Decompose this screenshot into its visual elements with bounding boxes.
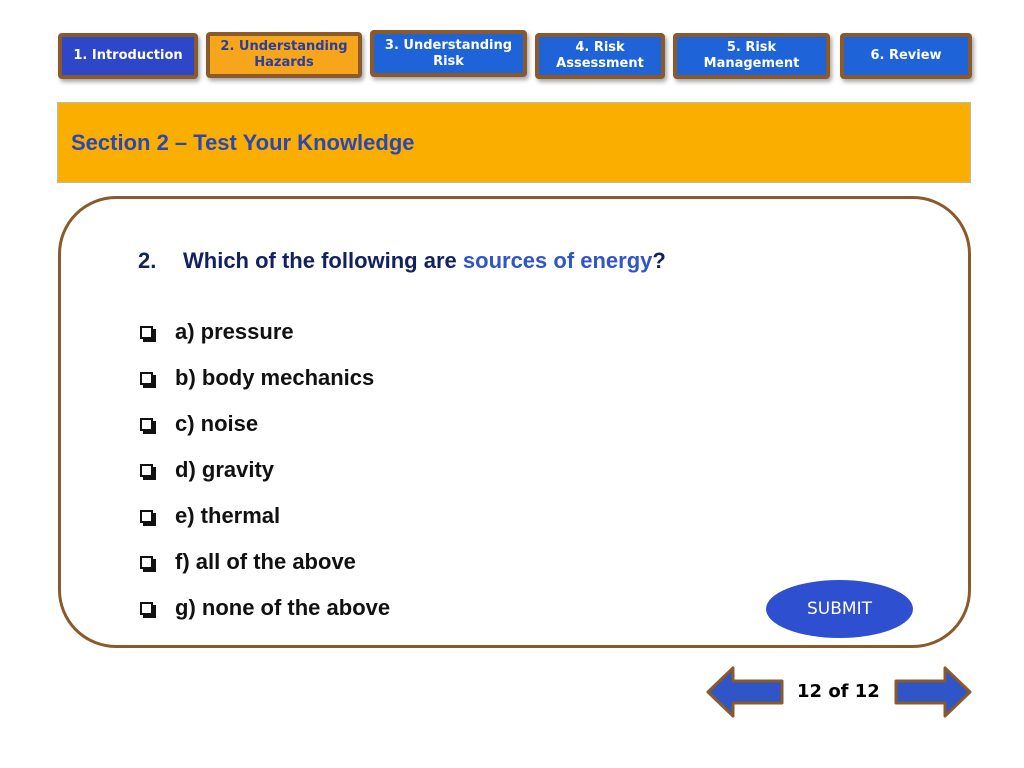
section-header-bar	[57, 102, 971, 183]
tab-label: 4. Risk Assessment	[556, 40, 644, 71]
tab-label: 2. Understanding Hazards	[220, 39, 348, 70]
submit-button[interactable]: SUBMIT	[766, 580, 913, 638]
answer-option-c[interactable]	[140, 410, 258, 438]
question-number: 2.	[138, 248, 157, 273]
tab-review[interactable]	[840, 33, 972, 79]
tab-understanding-risk[interactable]	[370, 30, 527, 77]
tab-label: 1. Introduction	[73, 48, 183, 63]
answer-option-d[interactable]	[140, 456, 274, 484]
checkbox-icon[interactable]	[140, 602, 153, 615]
previous-arrow-icon[interactable]	[706, 666, 784, 718]
answer-option-f[interactable]	[140, 548, 356, 576]
tab-label: 6. Review	[870, 48, 942, 63]
checkbox-icon[interactable]	[140, 372, 153, 385]
option-label: g) none of the above	[175, 595, 391, 620]
tab-risk-management[interactable]	[673, 33, 830, 79]
tab-introduction[interactable]	[58, 33, 198, 79]
question-text	[138, 248, 666, 274]
question-text-end: ?	[652, 248, 666, 273]
option-label: c) noise	[175, 411, 259, 436]
answer-option-g[interactable]	[140, 594, 390, 622]
page-title: Section 2 – Test Your Knowledge	[71, 130, 415, 155]
question-highlight: sources of energy	[462, 248, 653, 273]
checkbox-icon[interactable]	[140, 326, 153, 339]
tab-understanding-hazards[interactable]	[206, 32, 362, 78]
answer-option-a[interactable]	[140, 318, 294, 346]
checkbox-icon[interactable]	[140, 464, 153, 477]
tab-risk-assessment[interactable]	[535, 33, 665, 79]
option-label: a) pressure	[175, 319, 294, 344]
answer-option-b[interactable]	[140, 364, 374, 392]
option-label: b) body mechanics	[175, 365, 375, 390]
next-arrow-icon[interactable]	[894, 666, 972, 718]
tab-label: 5. Risk Management	[703, 40, 800, 71]
tab-label: 3. Understanding Risk	[384, 37, 513, 69]
checkbox-icon[interactable]	[140, 510, 153, 523]
option-label: f) all of the above	[175, 549, 356, 574]
checkbox-icon[interactable]	[140, 418, 153, 431]
page-counter: 12 of 12	[797, 681, 880, 702]
option-label: d) gravity	[175, 457, 275, 482]
answer-option-e[interactable]	[140, 502, 280, 530]
question-text-start: Which of the following are	[183, 248, 463, 273]
option-label: e) thermal	[175, 503, 281, 528]
checkbox-icon[interactable]	[140, 556, 153, 569]
